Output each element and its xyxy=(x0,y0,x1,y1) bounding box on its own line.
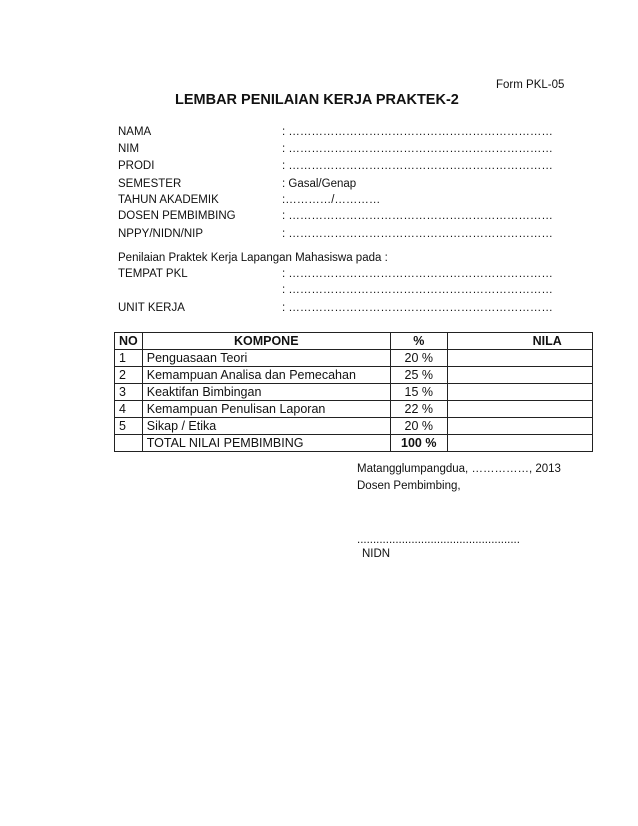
field-label-tempat-pkl: TEMPAT PKL xyxy=(118,268,188,280)
table-row xyxy=(115,350,593,367)
signature-place-date: Matangglumpangdua, ……………, 2013 xyxy=(357,463,561,475)
total-percent: 100 % xyxy=(390,435,447,452)
field-label-unit-kerja: UNIT KERJA xyxy=(118,302,185,314)
field-value-tempat-pkl-2: : …………………………………………………………… xyxy=(282,284,553,296)
field-value-nim: : …………………………………………………………… xyxy=(282,143,553,155)
row-percent: 20 % xyxy=(390,350,447,367)
header-nilai: NILA xyxy=(447,333,592,350)
table-row xyxy=(115,401,593,418)
row-komponen: Penguasaan Teori xyxy=(142,350,390,367)
field-label-dosen-pembimbing: DOSEN PEMBIMBING xyxy=(118,210,236,222)
header-percent: % xyxy=(390,333,447,350)
field-value-tahun-akademik: :…………/………… xyxy=(282,194,381,206)
row-no: 5 xyxy=(115,418,143,435)
row-percent: 20 % xyxy=(390,418,447,435)
row-percent: 25 % xyxy=(390,367,447,384)
header-komponen: KOMPONE xyxy=(142,333,390,350)
header-no: NO xyxy=(115,333,143,350)
field-value-semester: : Gasal/Genap xyxy=(282,178,357,190)
row-komponen: Keaktifan Bimbingan xyxy=(142,384,390,401)
table-row xyxy=(115,418,593,435)
field-value-dosen-pembimbing: : …………………………………………………………… xyxy=(282,210,553,222)
field-label-nppy: NPPY/NIDN/NIP xyxy=(118,228,203,240)
field-value-tempat-pkl-1: : …………………………………………………………… xyxy=(282,268,553,280)
field-value-prodi: : …………………………………………………………… xyxy=(282,160,553,172)
row-no: 2 xyxy=(115,367,143,384)
row-komponen: Sikap / Etika xyxy=(142,418,390,435)
row-no: 3 xyxy=(115,384,143,401)
table-row xyxy=(115,384,593,401)
field-value-unit-kerja: : …………………………………………………………… xyxy=(282,302,553,314)
table-row xyxy=(115,367,593,384)
field-label-nim: NIM xyxy=(118,143,140,155)
page-title: LEMBAR PENILAIAN KERJA PRAKTEK-2 xyxy=(175,92,459,108)
field-label-prodi: PRODI xyxy=(118,160,155,172)
table-header-row xyxy=(115,333,593,350)
total-label: TOTAL NILAI PEMBIMBING xyxy=(142,435,390,452)
table-total-row xyxy=(115,435,593,452)
signature-nidn: NIDN xyxy=(362,548,391,560)
row-nilai-cell[interactable] xyxy=(447,418,592,435)
field-label-nama: NAMA xyxy=(118,126,152,138)
row-nilai-cell[interactable] xyxy=(447,350,592,367)
row-nilai-cell[interactable] xyxy=(447,401,592,418)
row-percent: 22 % xyxy=(390,401,447,418)
row-komponen: Kemampuan Analisa dan Pemecahan xyxy=(142,367,390,384)
form-code: Form PKL-05 xyxy=(496,79,565,91)
penilaian-intro: Penilaian Praktek Kerja Lapangan Mahasiswa pada : xyxy=(118,252,388,264)
field-label-tahun-akademik: TAHUN AKADEMIK xyxy=(118,194,219,206)
row-komponen: Kemampuan Penulisan Laporan xyxy=(142,401,390,418)
row-nilai-cell[interactable] xyxy=(447,367,592,384)
field-value-nppy: : …………………………………………………………… xyxy=(282,228,553,240)
row-no: 4 xyxy=(115,401,143,418)
total-no-cell xyxy=(115,435,143,452)
signature-role: Dosen Pembimbing, xyxy=(357,480,461,492)
assessment-table xyxy=(114,332,593,452)
row-no: 1 xyxy=(115,350,143,367)
row-nilai-cell[interactable] xyxy=(447,384,592,401)
total-nilai-cell[interactable] xyxy=(447,435,592,452)
row-percent: 15 % xyxy=(390,384,447,401)
field-label-semester: SEMESTER xyxy=(118,178,182,190)
signature-line: ................................................... xyxy=(357,534,520,546)
field-value-nama: : …………………………………………………………… xyxy=(282,126,553,138)
